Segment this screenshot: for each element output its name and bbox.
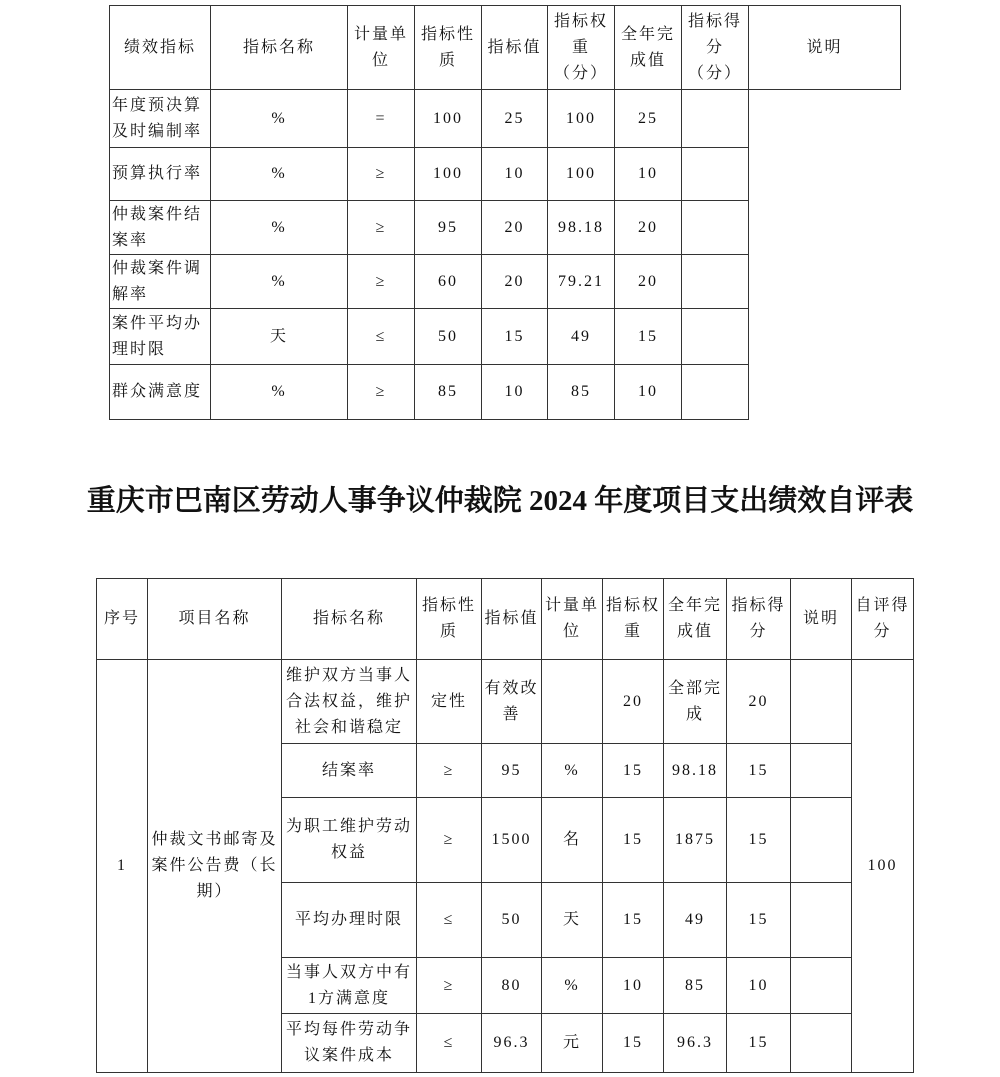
- cell-name: 仲裁案件结案率: [110, 201, 211, 255]
- cell-unit: %: [211, 255, 348, 309]
- cell-note: [682, 201, 749, 255]
- header-cell: 自评得分: [852, 579, 914, 660]
- cell-note: [791, 883, 852, 958]
- header-cell: 全年完成值: [664, 579, 727, 660]
- table-row: [110, 148, 901, 201]
- project-performance-table: [96, 578, 914, 1073]
- cell-actual: 1875: [664, 798, 727, 883]
- header-cell: 计量单位: [348, 6, 415, 90]
- cell-note: [791, 744, 852, 798]
- cell-actual: 85: [548, 365, 615, 420]
- cell-unit: %: [211, 90, 348, 148]
- cell-actual: 全部完成: [664, 660, 727, 744]
- cell-nature: =: [348, 90, 415, 148]
- cell-name: 群众满意度: [110, 365, 211, 420]
- cell-nature: ≤: [417, 883, 482, 958]
- cell-note: [791, 958, 852, 1014]
- header-cell: 指标得分: [727, 579, 791, 660]
- cell-score: 10: [727, 958, 791, 1014]
- cell-target: 60: [415, 255, 482, 309]
- table-header-row: [110, 6, 901, 90]
- cell-actual: 85: [664, 958, 727, 1014]
- table-row: [110, 309, 901, 365]
- cell-score: 10: [615, 365, 682, 420]
- cell-score: 15: [727, 883, 791, 958]
- cell-nature: ≥: [417, 958, 482, 1014]
- cell-unit: [542, 660, 603, 744]
- cell-note: [791, 660, 852, 744]
- cell-weight: 15: [482, 309, 548, 365]
- cell-nature: ≥: [348, 148, 415, 201]
- cell-name: 结案率: [282, 744, 417, 798]
- cell-weight: 10: [603, 958, 664, 1014]
- table-row: [110, 201, 901, 255]
- cell-name: 当事人双方中有1方满意度: [282, 958, 417, 1014]
- cell-target: 100: [415, 148, 482, 201]
- header-cell: 说明: [749, 6, 901, 90]
- cell-note: [791, 1014, 852, 1073]
- cell-actual: 79.21: [548, 255, 615, 309]
- cell-unit: %: [542, 744, 603, 798]
- header-cell: 指标值: [482, 579, 542, 660]
- header-cell: 指标得分（分）: [682, 6, 749, 90]
- cell-weight: 15: [603, 883, 664, 958]
- cell-weight: 20: [482, 201, 548, 255]
- table-row: [110, 255, 901, 309]
- cell-target: 95: [415, 201, 482, 255]
- header-cell: 计量单位: [542, 579, 603, 660]
- cell-weight: 15: [603, 798, 664, 883]
- table-row: [110, 365, 901, 420]
- header-cell: 指标值: [482, 6, 548, 90]
- cell-nature: 定性: [417, 660, 482, 744]
- section-label: 绩效指标: [110, 6, 211, 90]
- header-cell: 指标权重（分）: [548, 6, 615, 90]
- cell-name: 案件平均办理时限: [110, 309, 211, 365]
- table-row: [110, 90, 901, 148]
- cell-target: 1500: [482, 798, 542, 883]
- cell-name: 预算执行率: [110, 148, 211, 201]
- cell-score: 15: [727, 1014, 791, 1073]
- header-cell: 项目名称: [148, 579, 282, 660]
- cell-name: 平均每件劳动争议案件成本: [282, 1014, 417, 1073]
- cell-name: 平均办理时限: [282, 883, 417, 958]
- cell-target: 85: [415, 365, 482, 420]
- cell-note: [682, 309, 749, 365]
- cell-target: 80: [482, 958, 542, 1014]
- cell-target: 50: [482, 883, 542, 958]
- cell-weight: 10: [482, 365, 548, 420]
- cell-actual: 98.18: [664, 744, 727, 798]
- cell-target: 有效改善: [482, 660, 542, 744]
- cell-weight: 25: [482, 90, 548, 148]
- cell-score: 20: [615, 255, 682, 309]
- header-cell: 指标性质: [415, 6, 482, 90]
- cell-target: 50: [415, 309, 482, 365]
- cell-score: 15: [615, 309, 682, 365]
- cell-score: 25: [615, 90, 682, 148]
- cell-weight: 20: [603, 660, 664, 744]
- cell-actual: 96.3: [664, 1014, 727, 1073]
- cell-actual: 100: [548, 90, 615, 148]
- cell-note: [791, 798, 852, 883]
- cell-score: 10: [615, 148, 682, 201]
- cell-weight: 20: [482, 255, 548, 309]
- header-cell: 说明: [791, 579, 852, 660]
- cell-nature: ≥: [417, 744, 482, 798]
- cell-target: 96.3: [482, 1014, 542, 1073]
- cell-weight: 15: [603, 1014, 664, 1073]
- header-cell: 序号: [97, 579, 148, 660]
- cell-unit: 名: [542, 798, 603, 883]
- header-cell: 指标名称: [282, 579, 417, 660]
- cell-nature: ≤: [348, 309, 415, 365]
- cell-target: 95: [482, 744, 542, 798]
- cell-score: 15: [727, 744, 791, 798]
- cell-unit: %: [211, 148, 348, 201]
- cell-note: [682, 365, 749, 420]
- cell-actual: 49: [548, 309, 615, 365]
- cell-nature: ≥: [417, 798, 482, 883]
- cell-note: [682, 90, 749, 148]
- cell-actual: 98.18: [548, 201, 615, 255]
- cell-weight: 10: [482, 148, 548, 201]
- cell-score: 15: [727, 798, 791, 883]
- cell-seq: 1: [97, 660, 148, 1073]
- cell-self-score: 100: [852, 660, 914, 1073]
- cell-target: 100: [415, 90, 482, 148]
- header-cell: 指标性质: [417, 579, 482, 660]
- performance-indicator-table: [109, 5, 901, 420]
- header-cell: 指标权重: [603, 579, 664, 660]
- cell-score: 20: [615, 201, 682, 255]
- cell-unit: %: [542, 958, 603, 1014]
- cell-note: [682, 255, 749, 309]
- cell-project: 仲裁文书邮寄及案件公告费（长期）: [148, 660, 282, 1073]
- table-header-row: [97, 579, 914, 660]
- cell-note: [682, 148, 749, 201]
- cell-name: 为职工维护劳动权益: [282, 798, 417, 883]
- cell-actual: 100: [548, 148, 615, 201]
- cell-unit: 元: [542, 1014, 603, 1073]
- cell-nature: ≥: [348, 255, 415, 309]
- cell-unit: 天: [542, 883, 603, 958]
- cell-unit: 天: [211, 309, 348, 365]
- header-cell: 全年完成值: [615, 6, 682, 90]
- cell-nature: ≥: [348, 365, 415, 420]
- cell-score: 20: [727, 660, 791, 744]
- page-title: 重庆市巴南区劳动人事争议仲裁院 2024 年度项目支出绩效自评表: [86, 485, 914, 517]
- cell-unit: %: [211, 365, 348, 420]
- cell-name: 维护双方当事人合法权益，维护社会和谐稳定: [282, 660, 417, 744]
- cell-name: 仲裁案件调解率: [110, 255, 211, 309]
- cell-weight: 15: [603, 744, 664, 798]
- table-row: [97, 660, 914, 744]
- cell-actual: 49: [664, 883, 727, 958]
- header-cell: 指标名称: [211, 6, 348, 90]
- cell-name: 年度预决算及时编制率: [110, 90, 211, 148]
- cell-unit: %: [211, 201, 348, 255]
- cell-nature: ≤: [417, 1014, 482, 1073]
- cell-nature: ≥: [348, 201, 415, 255]
